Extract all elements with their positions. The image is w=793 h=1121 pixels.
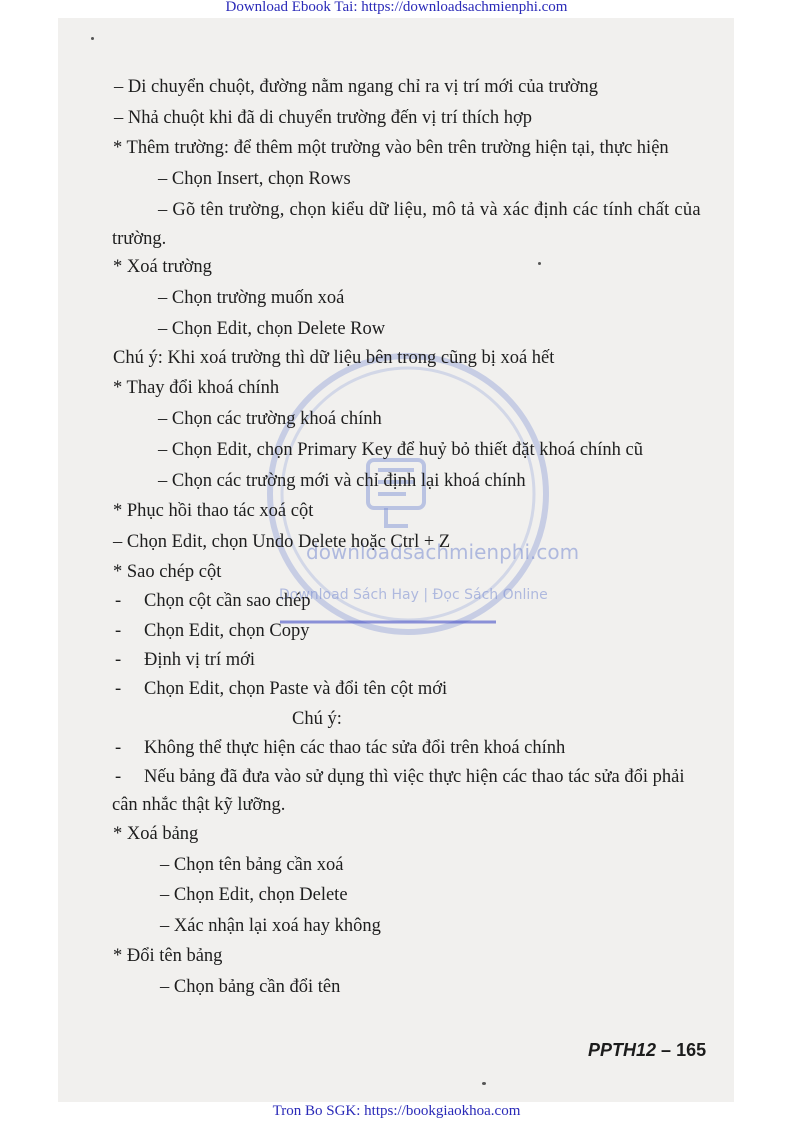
- watermark-site: downloadsachmienphi.com: [306, 540, 580, 564]
- page-number: 165: [676, 1040, 707, 1060]
- dash-marker: -: [115, 621, 122, 641]
- text-line: Chú ý:: [292, 709, 342, 729]
- text-line: Chọn Edit, chọn Copy: [144, 621, 310, 641]
- footer-separator: –: [661, 1040, 672, 1060]
- text-line: – Chọn các trường mới và chỉ định lại khoá chính: [158, 471, 526, 491]
- text-line: – Gõ tên trường, chọn kiểu dữ liệu, mô tả và xác định các tính chất của: [158, 200, 701, 220]
- text-line: cân nhắc thật kỹ lưỡng.: [112, 795, 286, 815]
- watermark-tagline: Download Sách Hay | Đọc Sách Online: [279, 587, 548, 603]
- scan-speck: [482, 1082, 486, 1085]
- text-line: – Xác nhận lại xoá hay không: [160, 916, 381, 936]
- text-line: – Chọn các trường khoá chính: [158, 409, 382, 429]
- download-ebook-link[interactable]: Download Ebook Tai: https://downloadsachmienphi.com: [225, 0, 568, 15]
- text-line: * Thêm trường: để thêm một trường vào bên trên trường hiện tại, thực hiện: [113, 138, 669, 158]
- text-line: * Thay đổi khoá chính: [113, 378, 280, 398]
- scan-speck: [91, 37, 94, 40]
- text-line: – Chọn trường muốn xoá: [158, 288, 345, 308]
- book-code: PPTH12: [588, 1040, 657, 1060]
- text-line: Nếu bảng đã đưa vào sử dụng thì việc thực hiện các thao tác sửa đổi phải: [144, 767, 685, 787]
- text-line: * Đổi tên bảng: [113, 946, 223, 966]
- text-line: Định vị trí mới: [144, 650, 256, 670]
- text-line: – Chọn Edit, chọn Undo Delete hoặc Ctrl + Z: [113, 532, 451, 552]
- text-line: – Chọn Edit, chọn Delete Row: [158, 319, 386, 339]
- text-line: Chọn Edit, chọn Paste và đổi tên cột mới: [144, 679, 448, 699]
- text-line: * Phục hồi thao tác xoá cột: [113, 501, 314, 521]
- dash-marker: -: [115, 679, 122, 699]
- text-line: – Di chuyển chuột, đường nằm ngang chỉ ra vị trí mới của trường: [114, 77, 599, 97]
- text-line: * Sao chép cột: [113, 562, 222, 582]
- text-line: * Xoá bảng: [113, 824, 199, 844]
- text-line: – Nhả chuột khi đã di chuyển trường đến vị trí thích hợp: [114, 108, 533, 128]
- text-line: – Chọn Edit, chọn Primary Key để huỷ bỏ thiết đặt khoá chính cũ: [158, 440, 644, 460]
- dash-marker: -: [115, 591, 122, 611]
- text-line: – Chọn bảng cần đổi tên: [160, 977, 341, 997]
- text-line: – Chọn Insert, chọn Rows: [158, 169, 351, 189]
- text-line: trường.: [112, 229, 167, 249]
- text-line: Không thể thực hiện các thao tác sửa đổi trên khoá chính: [144, 738, 566, 758]
- dash-marker: -: [115, 767, 122, 787]
- text-line: Chọn cột cần sao chép: [144, 591, 311, 611]
- dash-marker: -: [115, 650, 122, 670]
- text-line: Chú ý: Khi xoá trường thì dữ liệu bên trong cũng bị xoá hết: [113, 348, 555, 368]
- sgk-link[interactable]: Tron Bo SGK: https://bookgiaokhoa.com: [272, 1103, 521, 1119]
- dash-marker: -: [115, 738, 122, 758]
- text-line: – Chọn Edit, chọn Delete: [160, 885, 348, 905]
- scan-speck: [538, 262, 541, 265]
- text-line: – Chọn tên bảng cần xoá: [160, 855, 344, 875]
- page-footer: [588, 1040, 706, 1061]
- text-line: * Xoá trường: [113, 257, 212, 277]
